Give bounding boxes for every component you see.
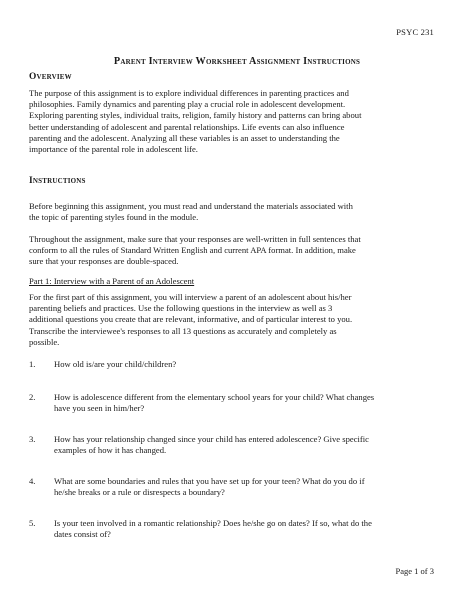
question-line: examples of how it has changed. — [54, 445, 167, 456]
question-text — [54, 392, 444, 414]
part1-intro-paragraph — [29, 292, 441, 348]
question-text — [54, 359, 444, 370]
overview-section — [29, 72, 441, 83]
overview-paragraph — [29, 88, 441, 155]
overview-line: parenting and the adolescent. Analyzing all these variables is an asset to understanding the — [29, 132, 340, 143]
question-text — [54, 476, 444, 498]
overview-line: philosophies. Family dynamics and parenting play a crucial role in adolescent development. — [29, 99, 346, 110]
document-title: Parent Interview Worksheet Assignment Instructions — [113, 56, 361, 67]
question-number: 4. — [29, 476, 36, 486]
instructions-paragraph-1 — [29, 201, 441, 223]
overview-heading: Overview — [29, 72, 72, 82]
question-line: What are some boundaries and rules that you have set up for your teen? What do you do if — [54, 476, 365, 486]
overview-line: Exploring parenting styles, individual traits, religion, family history and patterns can bring about — [29, 110, 362, 121]
question-line: have you seen in him/her? — [54, 403, 145, 414]
question-line: he/she breaks or a rule or disrespects a boundary? — [54, 487, 225, 498]
question-number: 3. — [29, 434, 36, 444]
part1-intro-line: parenting beliefs and practices. Use the following questions in the interview as well as 3 — [29, 303, 333, 314]
part1-intro-line: additional questions you create that are relevant, informative, and of particular interest to you. — [29, 314, 353, 325]
instructions-line: the topic of parenting styles found in the module. — [29, 212, 199, 223]
part1-intro-line: Transcribe the interviewee's responses to all 13 questions as accurately and completely as — [29, 325, 337, 336]
question-line: How has your relationship changed since your child has entered adolescence? Give specific — [54, 434, 369, 444]
course-code: PSYC 231 — [396, 27, 434, 37]
part1-intro-line: possible. — [29, 336, 60, 347]
question-line: Is your teen involved in a romantic relationship? Does he/she go on dates? If so, what do the — [54, 518, 372, 528]
page-number: Page 1 of 3 — [395, 566, 434, 576]
instructions-line: sure that your responses are double-spaced. — [29, 256, 179, 267]
question-text — [54, 518, 444, 540]
question-number: 2. — [29, 392, 36, 402]
question-line: How old is/are your child/children? — [54, 359, 177, 369]
instructions-heading: Instructions — [29, 176, 86, 186]
page-title — [0, 56, 474, 67]
question-text — [54, 434, 444, 456]
part1-intro-line: For the first part of this assignment, you will interview a parent of an adolescent about his/her — [29, 292, 352, 302]
part1-title: Part 1: Interview with a Parent of an Adolescent — [29, 276, 195, 286]
overview-line: The purpose of this assignment is to explore individual differences in parenting practices and — [29, 88, 349, 98]
instructions-line: conform to all the rules of Standard Written English and current APA format. In addition, make — [29, 245, 356, 256]
overview-line: better understanding of adolescent and parental relationships. Life events can also influence — [29, 121, 345, 132]
instructions-line: Before beginning this assignment, you must read and understand the materials associated with — [29, 201, 353, 211]
question-line: dates consist of? — [54, 529, 111, 540]
part1-section — [29, 276, 441, 287]
instructions-paragraph-2 — [29, 234, 441, 268]
question-number: 5. — [29, 518, 36, 528]
overview-line: importance of the parental role in adolescent life. — [29, 144, 198, 155]
instructions-section — [29, 176, 441, 187]
question-line: How is adolescence different from the elementary school years for your child? What changes — [54, 392, 375, 402]
instructions-line: Throughout the assignment, make sure that your responses are well-written in full sentences that — [29, 234, 361, 244]
question-number: 1. — [29, 359, 36, 369]
